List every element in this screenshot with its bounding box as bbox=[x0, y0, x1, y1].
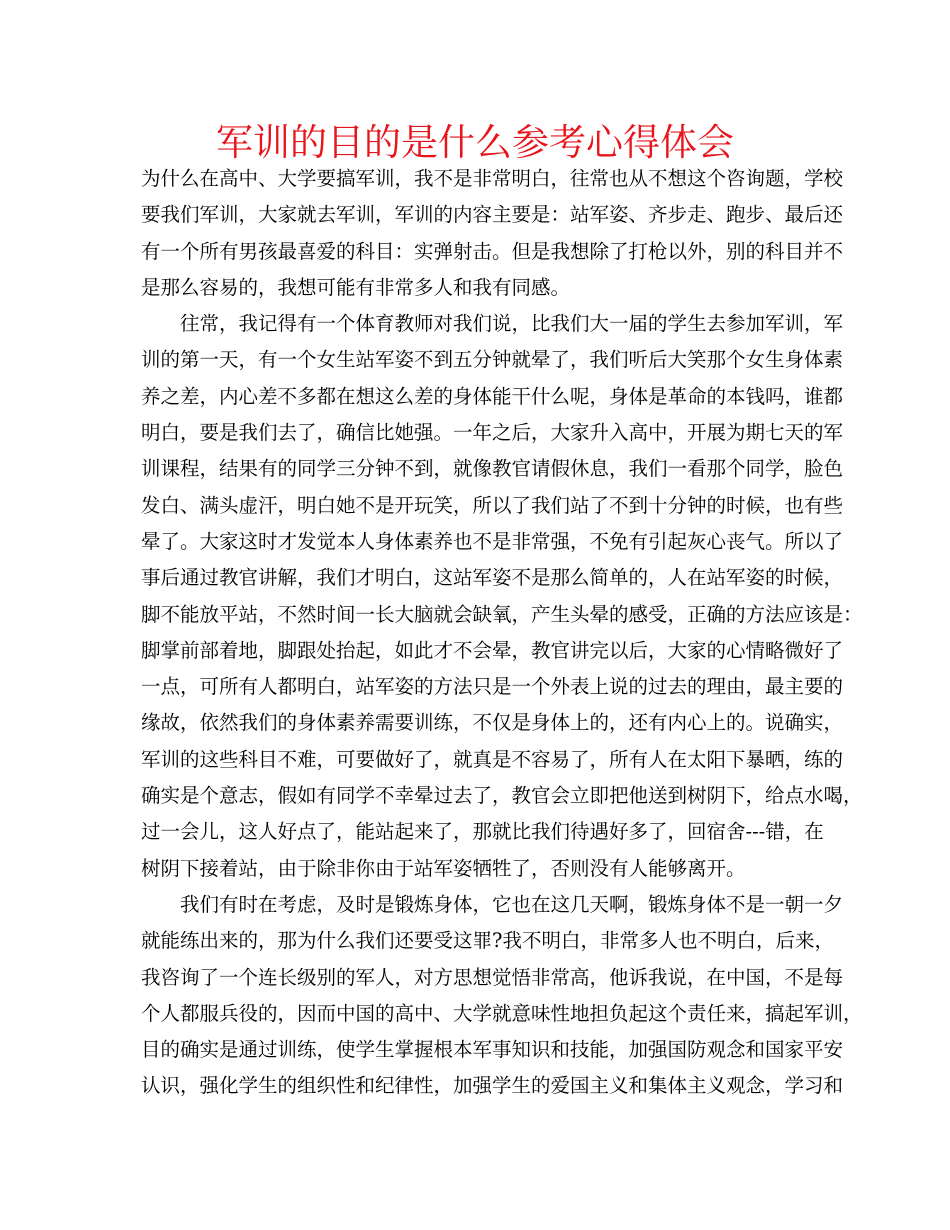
document-title: 军训的目的是什么参考心得体会 bbox=[216, 121, 734, 164]
text-line: 一点，可所有人都明白，站军姿的方法只是一个外表上说的过去的理由，最主要的 bbox=[141, 675, 844, 699]
text-line: 个人都服兵役的，因而中国的高中、大学就意味性地担负起这个责任来，搞起军训， bbox=[141, 1001, 863, 1025]
paragraph-3 bbox=[141, 887, 863, 1105]
text-line: 我们有时在考虑，及时是锻炼身体，它也在这几天啊，锻炼身体不是一朝一夕 bbox=[180, 892, 844, 916]
text-line: 训课程，结果有的同学三分钟不到，就像教官请假休息，我们一看那个同学，脸色 bbox=[141, 457, 844, 481]
document-body bbox=[141, 161, 863, 1105]
text-line: 就能练出来的，那为什么我们还要受这罪?我不明白，非常多人也不明白，后来， bbox=[141, 929, 834, 953]
text-line: 军训的这些科目不难，可要做好了，就真是不容易了，所有人在太阳下暴晒，练的 bbox=[141, 747, 844, 771]
text-line: 树阴下接着站，由于除非你由于站军姿牺牲了，否则没有人能够离开。 bbox=[141, 856, 746, 880]
paragraph-1 bbox=[141, 161, 844, 306]
text-line: 过一会儿，这人好点了，能站起来了，那就比我们待遇好多了，回宿舍---错，在 bbox=[141, 820, 824, 844]
text-line: 确实是个意志，假如有同学不幸晕过去了，教官会立即把他送到树阴下，给点水喝， bbox=[141, 784, 863, 808]
text-line: 往常，我记得有一个体育教师对我们说，比我们大一届的学生去参加军训，军 bbox=[180, 312, 844, 336]
text-line: 是那么容易的，我想可能有非常多人和我有同感。 bbox=[141, 275, 571, 299]
text-line: 我咨询了一个连长级别的军人，对方思想觉悟非常高，他诉我说，在中国，不是每 bbox=[141, 965, 844, 989]
text-line: 有一个所有男孩最喜爱的科目：实弹射击。但是我想除了打枪以外，别的科目并不 bbox=[141, 239, 844, 263]
text-line: 脚不能放平站，不然时间一长大脑就会缺氧，产生头晕的感受，正确的方法应该是： bbox=[141, 602, 863, 626]
text-line: 养之差，内心差不多都在想这么差的身体能干什么呢，身体是革命的本钱吗，谁都 bbox=[141, 384, 844, 408]
text-line: 发白、满头虚汗，明白她不是开玩笑，所以了我们站了不到十分钟的时候，也有些 bbox=[141, 493, 844, 517]
text-line: 目的确实是通过训练，使学生掌握根本军事知识和技能，加强国防观念和国家平安 bbox=[141, 1038, 844, 1062]
text-line: 训的第一天，有一个女生站军姿不到五分钟就晕了，我们听后大笑那个女生身体素 bbox=[141, 348, 844, 372]
text-line: 要我们军训，大家就去军训，军训的内容主要是：站军姿、齐步走、跑步、最后还 bbox=[141, 203, 844, 227]
text-line: 认识，强化学生的组织性和纪律性，加强学生的爱国主义和集体主义观念，学习和 bbox=[141, 1074, 844, 1098]
text-line: 明白，要是我们去了，确信比她强。一年之后，大家升入高中，开展为期七天的军 bbox=[141, 421, 844, 445]
text-line: 为什么在高中、大学要搞军训，我不是非常明白，往常也从不想这个咨询题，学校 bbox=[141, 167, 844, 190]
text-line: 事后通过教官讲解，我们才明白，这站军姿不是那么简单的，人在站军姿的时候， bbox=[141, 566, 844, 590]
text-line: 脚掌前部着地，脚跟处抬起，如此才不会晕，教官讲完以后，大家的心情略微好了 bbox=[141, 638, 844, 662]
text-line: 晕了。大家这时才发觉本人身体素养也不是非常强，不免有引起灰心丧气。所以了 bbox=[141, 529, 844, 553]
paragraph-2 bbox=[141, 306, 863, 887]
text-line: 缘故，依然我们的身体素养需要训练，不仅是身体上的，还有内心上的。说确实， bbox=[141, 711, 844, 735]
